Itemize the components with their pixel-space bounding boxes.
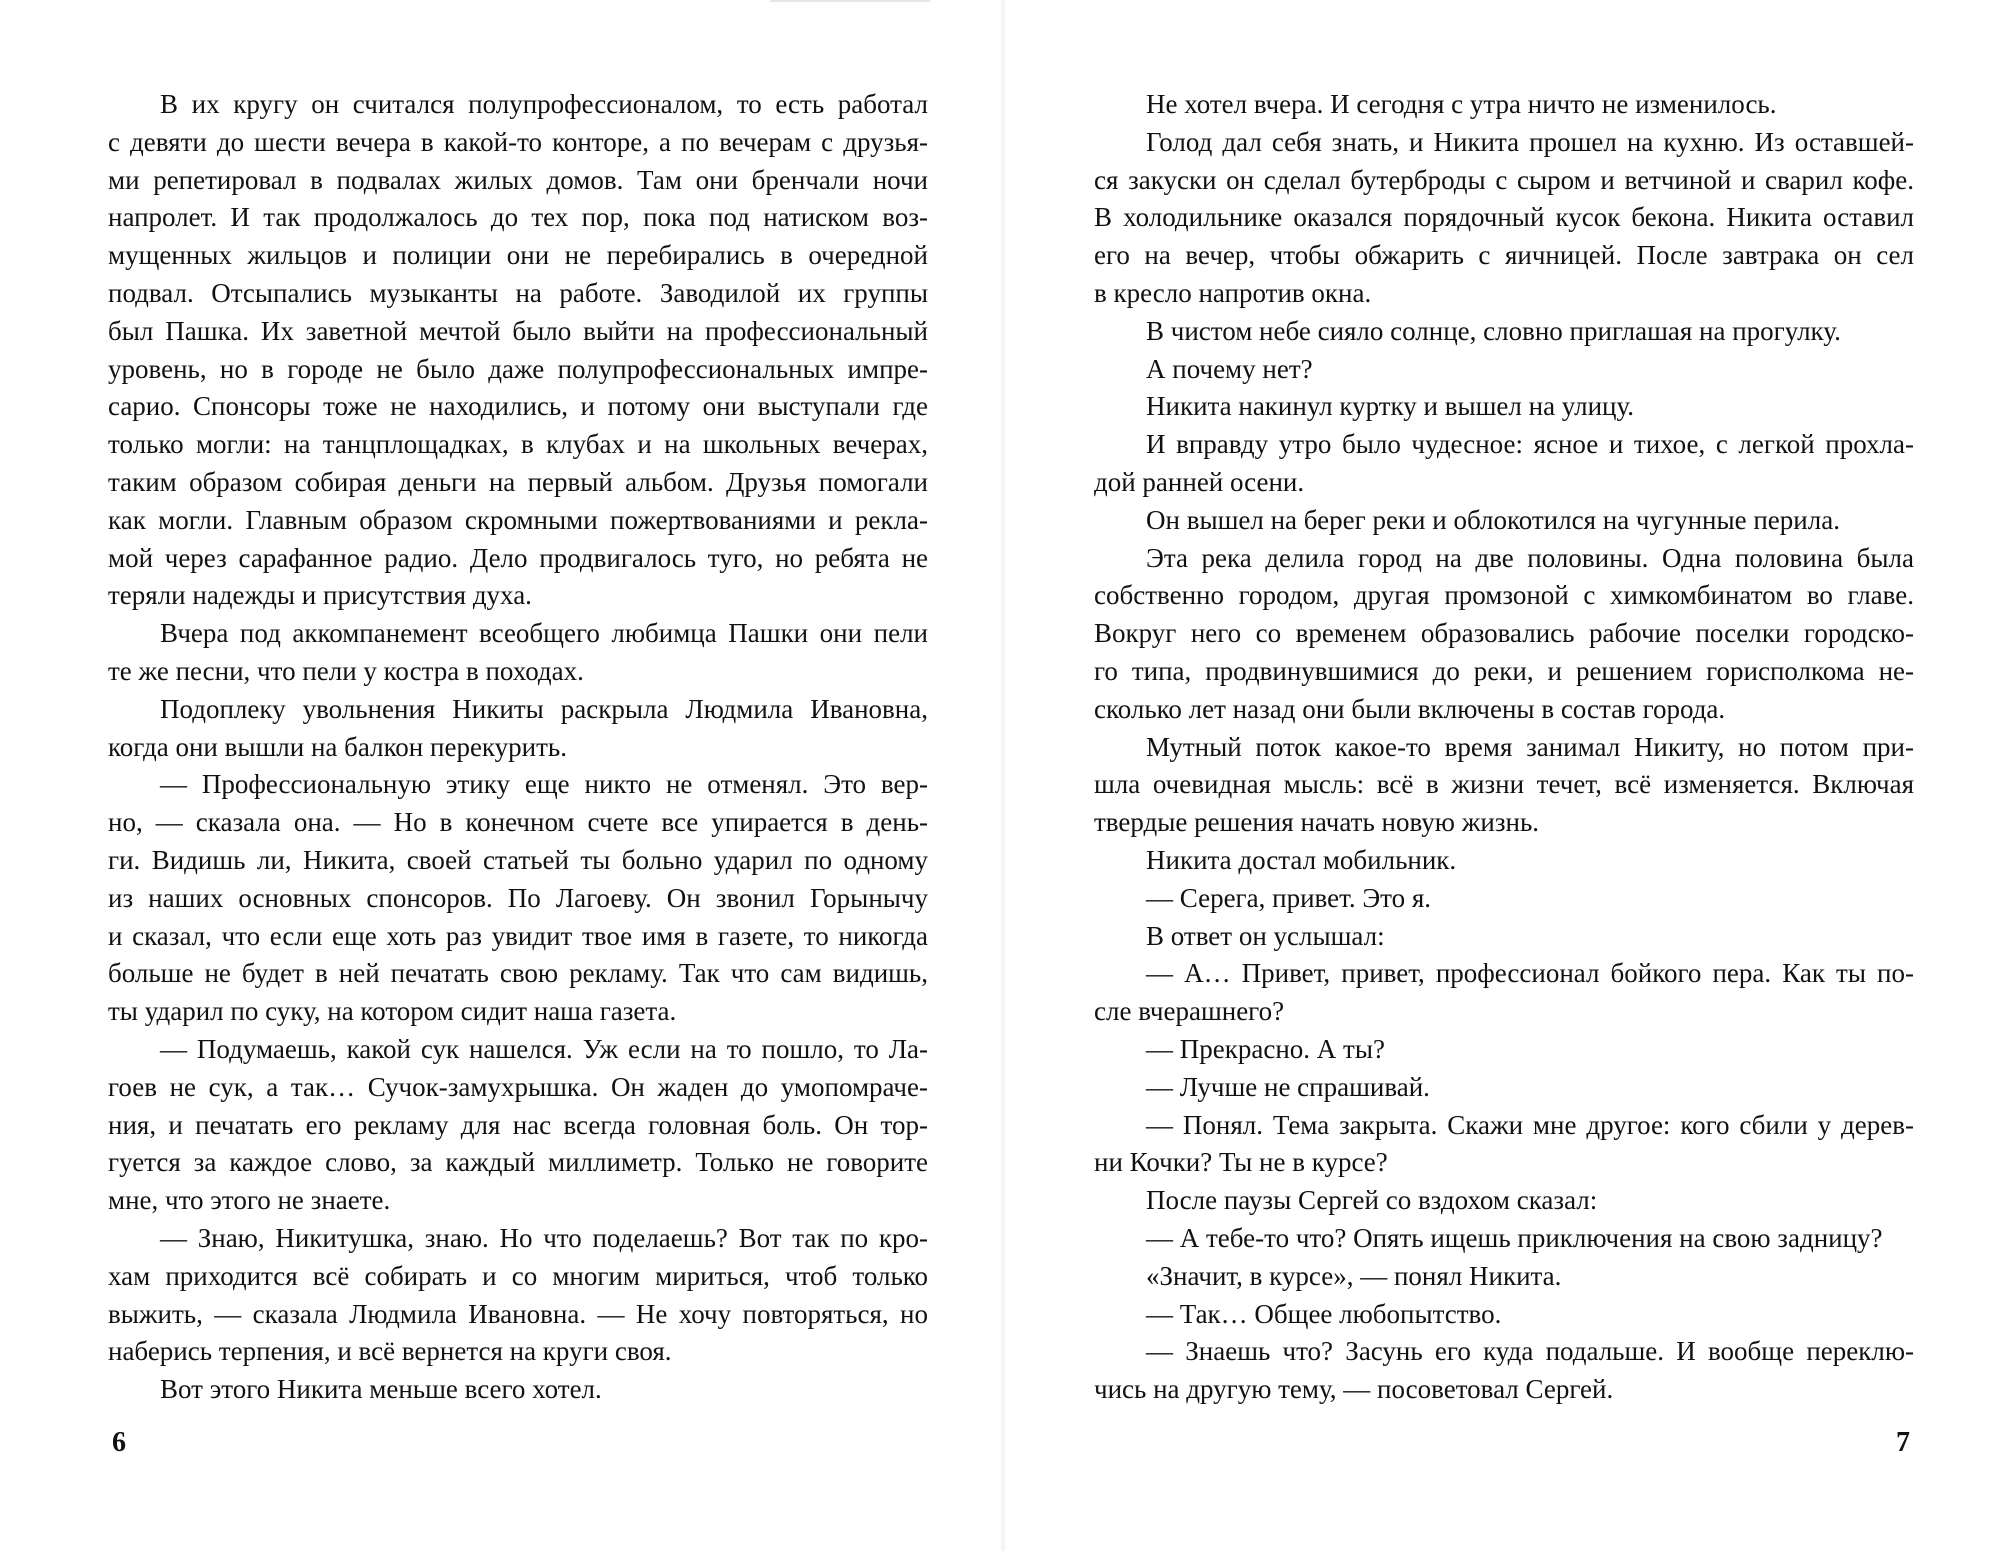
- text-line: После паузы Сергей со вздохом сказал:: [1146, 1185, 1598, 1216]
- text-line: наберись терпения, и всё вернется на круги своя.: [108, 1336, 672, 1367]
- text-line: А почему нет?: [1146, 353, 1313, 384]
- text-line: и сказал, что если еще хоть раз увидит твое имя в газете, то никогда: [108, 920, 928, 951]
- text-line: — Знаю, Никитушка, знаю. Но что поделаешь? Вот так по кро-: [160, 1222, 928, 1253]
- text-line: таким образом собирая деньги на первый альбом. Друзья помогали: [108, 466, 928, 497]
- text-line: Никита достал мобильник.: [1146, 844, 1457, 875]
- text-line: Он вышел на берег реки и облокотился на чугунные перила.: [1146, 504, 1840, 535]
- text-line: когда они вышли на балкон перекурить.: [108, 731, 567, 762]
- text-line: Не хотел вчера. И сегодня с утра ничто не изменилось.: [1146, 89, 1777, 119]
- right-page-text: [1094, 86, 1914, 1409]
- text-line: го типа, продвинувшимися до реки, и решением горисполкома не-: [1094, 655, 1914, 686]
- text-line: Вокруг него со временем образовались рабочие поселки городско-: [1094, 618, 1914, 649]
- text-line: — Подумаешь, какой сук нашелся. Уж если на то пошло, то Ла-: [160, 1033, 928, 1064]
- text-line: твердые решения начать новую жизнь.: [1094, 807, 1540, 838]
- text-line: те же песни, что пели у костра в походах.: [108, 655, 584, 686]
- text-line: В чистом небе сияло солнце, словно приглашая на прогулку.: [1146, 315, 1841, 346]
- text-line: В холодильнике оказался порядочный кусок бекона. Никита оставил: [1094, 202, 1914, 233]
- text-line: Подоплеку увольнения Никиты раскрыла Людмила Ивановна,: [160, 693, 928, 724]
- text-line: подвал. Отсыпались музыканты на работе. Заводилой их группы: [108, 277, 928, 308]
- text-line: но, — сказала она. — Но в конечном счете все упирается в день-: [108, 807, 928, 838]
- text-line: В ответ он услышал:: [1146, 920, 1385, 951]
- text-line: Никита накинул куртку и вышел на улицу.: [1146, 391, 1635, 422]
- text-line: — Профессиональную этику еще никто не отменял. Это вер-: [160, 769, 928, 800]
- text-line: ся закуски он сделал бутерброды с сыром и ветчиной и сварил кофе.: [1094, 164, 1914, 195]
- gutter: [1000, 0, 1006, 1551]
- text-line: — А тебе-то что? Опять ищешь приключения на свою задницу?: [1146, 1222, 1883, 1253]
- text-line: его на вечер, чтобы обжарить с яичницей. После завтрака он сел: [1094, 240, 1914, 271]
- text-line: в кресло напротив окна.: [1094, 277, 1372, 308]
- text-line: ни Кочки? Ты не в курсе?: [1094, 1147, 1388, 1178]
- text-line: — Знаешь что? Засунь его куда подальше. И вообще переклю-: [1146, 1336, 1914, 1367]
- right-page-number: 7: [1896, 1427, 1910, 1458]
- text-line: Мутный поток какое-то время занимал Никиту, но потом при-: [1146, 731, 1914, 762]
- text-line: как могли. Главным образом скромными пожертвованиями и рекла-: [108, 504, 928, 535]
- text-line: «Значит, в курсе», — понял Никита.: [1146, 1260, 1562, 1291]
- text-line: гоев не сук, а так… Сучок-замухрышка. Он жаден до умопомраче-: [108, 1071, 928, 1102]
- text-line: мущенных жильцов и полиции они не перебирались в очередной: [108, 240, 928, 271]
- text-line: с девяти до шести вечера в какой-то конторе, а по вечерам с друзья-: [108, 126, 928, 157]
- text-line: уровень, но в городе не было даже полупрофессиональных импре-: [108, 353, 928, 384]
- text-line: — Лучше не спрашивай.: [1146, 1071, 1430, 1102]
- text-line: И вправду утро было чудесное: ясное и тихое, с легкой прохла-: [1146, 429, 1914, 460]
- text-line: собственно городом, другая промзоной с химкомбинатом во главе.: [1094, 580, 1914, 611]
- text-line: хам приходится всё собирать и со многим мириться, чтоб только: [108, 1260, 928, 1291]
- text-line: сарио. Спонсоры тоже не находились, и потому они выступали где: [108, 391, 928, 422]
- text-line: Эта река делила город на две половины. Одна половина была: [1146, 542, 1914, 573]
- right-page: [1094, 86, 1914, 1409]
- text-line: только могли: на танцплощадках, в клубах и на школьных вечерах,: [108, 429, 928, 460]
- left-page-text: [108, 86, 928, 1409]
- text-line: — Прекрасно. А ты?: [1146, 1033, 1385, 1064]
- text-line: Голод дал себя знать, и Никита прошел на кухню. Из оставшей-: [1146, 126, 1914, 157]
- text-line: Вот этого Никита меньше всего хотел.: [160, 1374, 602, 1405]
- text-line: ния, и печатать его рекламу для нас всегда головная боль. Он тор-: [108, 1109, 928, 1140]
- left-page-number: 6: [112, 1427, 126, 1458]
- text-line: В их кругу он считался полупрофессионалом, то есть работал: [160, 89, 928, 119]
- text-line: мне, что этого не знаете.: [108, 1185, 391, 1216]
- text-line: гуется за каждое слово, за каждый миллиметр. Только не говорите: [108, 1147, 928, 1178]
- text-line: сколько лет назад они были включены в состав города.: [1094, 693, 1726, 724]
- text-line: — А… Привет, привет, профессионал бойкого пера. Как ты по-: [1146, 958, 1914, 989]
- text-line: чись на другую тему, — посоветовал Сергей.: [1094, 1374, 1614, 1405]
- text-line: напролет. И так продолжалось до тех пор, пока под натиском воз-: [108, 202, 928, 233]
- text-line: теряли надежды и присутствия духа.: [108, 580, 532, 611]
- text-line: ми репетировал в подвалах жилых домов. Там они бренчали ночи: [108, 164, 928, 195]
- text-line: — Так… Общее любопытство.: [1146, 1298, 1502, 1329]
- text-line: — Серега, привет. Это я.: [1146, 882, 1432, 913]
- text-line: больше не будет в ней печатать свою рекламу. Так что сам видишь,: [108, 958, 928, 989]
- text-line: выжить, — сказала Людмила Ивановна. — Не хочу повторяться, но: [108, 1298, 928, 1329]
- text-line: был Пашка. Их заветной мечтой было выйти на профессиональный: [108, 315, 928, 346]
- left-page: [108, 86, 928, 1409]
- text-line: дой ранней осени.: [1094, 466, 1305, 497]
- text-line: ты ударил по суку, на котором сидит наша газета.: [108, 996, 677, 1027]
- text-line: ги. Видишь ли, Никита, своей статьей ты больно ударил по одному: [108, 844, 928, 875]
- text-line: шла очевидная мысль: всё в жизни течет, всё изменяется. Включая: [1094, 769, 1914, 800]
- top-edge-mark: [770, 0, 930, 2]
- text-line: сле вчерашнего?: [1094, 996, 1285, 1027]
- text-line: из наших основных спонсоров. По Лагоеву. Он звонил Горынычу: [108, 882, 928, 913]
- text-line: Вчера под аккомпанемент всеобщего любимца Пашки они пели: [160, 618, 928, 649]
- text-line: мой через сарафанное радио. Дело продвигалось туго, но ребята не: [108, 542, 928, 573]
- text-line: — Понял. Тема закрыта. Скажи мне другое: кого сбили у дерев-: [1146, 1109, 1914, 1140]
